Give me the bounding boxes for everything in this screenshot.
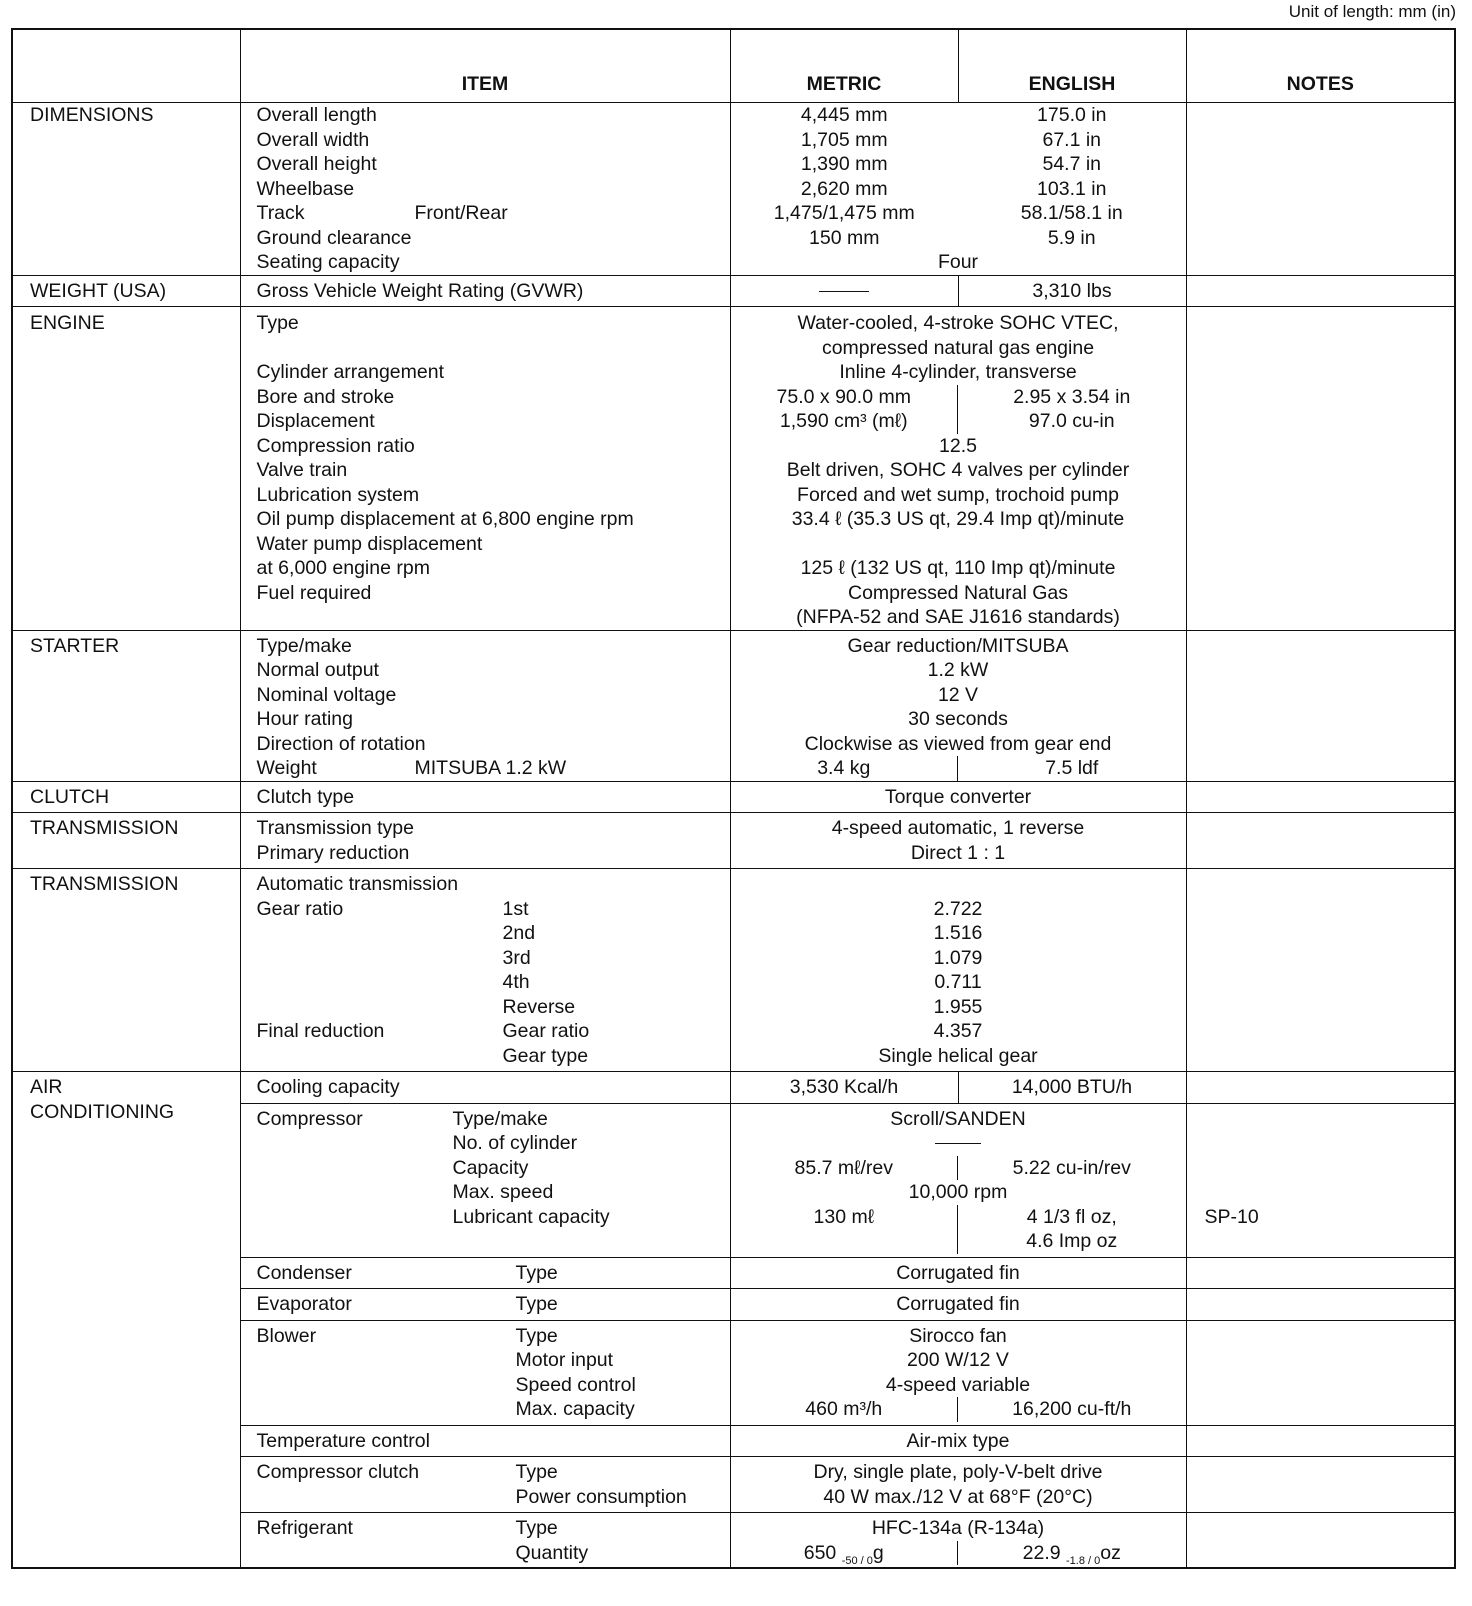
item-label: Evaporator [256,1293,352,1315]
gear-ratio-value: 1.079 [933,946,983,969]
item-label: Final reduction [256,1020,385,1042]
fuel-value: Compressed Natural Gas [847,581,1068,604]
starter-value: 12 V [937,683,979,706]
item-label: Track [256,202,305,224]
notes-cell [1186,1289,1455,1321]
spacer [1205,1180,1455,1205]
metric-value: 4,445 mm [800,104,888,126]
cylinder-value: Inline 4-cylinder, transverse [839,361,1077,383]
starter-value: 1.2 kW [927,659,989,681]
dimensions-values [730,103,1186,276]
starter-items [240,630,730,781]
category-starter: STARTER [12,630,240,781]
compressor-values [730,1103,1186,1257]
english-value: 103.1 in [1037,177,1107,200]
english-value: 54.7 in [1042,153,1102,175]
metric-value: 3.4 kg [731,756,959,781]
item-sublabel: Capacity [452,1156,529,1179]
category-transmission: TRANSMISSION [12,869,240,1072]
item-sublabel: 1st [502,897,529,920]
clutch-label: Clutch type [240,781,730,813]
metric-empty [731,1229,959,1254]
aircon-cooling-row [12,1072,1455,1104]
item-label: Weight [256,757,317,779]
qty-tolerance: -50 / 0 [841,1554,873,1567]
item-label: Direction of rotation [256,732,426,755]
metric-value: 1,590 cm³ (mℓ) [731,409,959,434]
compressor-items [240,1103,730,1257]
notes-cell [1186,869,1455,1072]
value-pair [731,226,1186,251]
item-sublabel: Max. capacity [515,1398,635,1420]
item-sublabel: Speed control [515,1373,636,1396]
notes-cell [1186,275,1455,307]
notes-cell [1186,813,1455,869]
dash-mark [935,1143,981,1144]
english-value: 58.1/58.1 in [1020,202,1123,224]
english-value: 67.1 in [1042,128,1102,151]
item-sublabel: MITSUBA 1.2 kW [414,757,567,779]
final-reduction-value: 4.357 [933,1020,983,1042]
item-sublabel: No. of cylinder [452,1132,578,1154]
category-aircon-line: CONDITIONING [30,1100,175,1123]
item-line [257,970,730,995]
item-sublabel: Gear ratio [502,1020,590,1042]
item-line [257,1373,730,1398]
transmission-value: 4-speed automatic, 1 reverse [831,817,1085,839]
gear-ratio-value: 0.711 [934,971,982,993]
qty-value: 22.9 [1022,1541,1061,1564]
item-sublabel: Type [515,1461,558,1483]
english-value: 5.22 cu-in/rev [1012,1156,1131,1179]
spec-table [11,28,1456,1569]
metric-value: 150 mm [809,226,880,249]
starter-section [12,630,1455,781]
notes-cell [1186,103,1455,276]
refrigerant-values [730,1513,1186,1569]
starter-value: 30 seconds [908,708,1008,730]
item-sublabel: Type [515,1293,558,1315]
cooling-label: Cooling capacity [240,1072,730,1104]
item-line [257,1348,730,1373]
item-label: Type/make [256,634,352,657]
compression-value: 12.5 [939,434,977,457]
english-value: 16,200 cu-ft/h [1012,1398,1132,1420]
item-label: Type [256,312,299,334]
spacer [1205,1131,1455,1156]
starter-value: Gear reduction/MITSUBA [847,634,1069,657]
value-pair [731,177,1186,202]
item-line [257,1324,730,1349]
item-label: Water pump displacement [256,532,483,555]
item-line [257,1019,730,1044]
blower-type-value: Sirocco fan [909,1324,1007,1347]
item-label: at 6,000 engine rpm [256,557,430,579]
notes-cell [1186,781,1455,813]
automatic-transmission-section [12,869,1455,1072]
metric-value: 85.7 mℓ/rev [731,1156,959,1181]
engine-section [12,307,1455,631]
qty-value: 650 [803,1541,837,1564]
item-label: Refrigerant [256,1517,353,1539]
value-pair [731,1541,1186,1566]
item-label: Overall width [256,128,370,151]
item-line [257,1397,730,1422]
spacer [257,336,730,361]
metric-value: 1,475/1,475 mm [773,202,915,224]
item-label: Bore and stroke [256,385,395,408]
condenser-value: Corrugated fin [730,1257,1186,1289]
notes-cell [1186,1072,1455,1104]
item-label: Transmission type [256,817,414,839]
starter-values [730,630,1186,781]
dimensions-items [240,103,730,276]
weight-english: 3,310 lbs [958,275,1186,307]
compressor-notes [1186,1103,1455,1257]
item-label: Ground clearance [256,226,412,249]
metric-value: 2,620 mm [800,177,888,200]
metric-value: 1,705 mm [800,128,888,151]
item-sublabel: Type [515,1517,558,1539]
value-pair [731,385,1186,410]
value-pair [731,201,1186,226]
item-label: Lubrication system [256,483,420,506]
value-pair [731,152,1186,177]
item-sublabel: Type/make [452,1107,548,1130]
item-label: Gear ratio [256,897,344,920]
weight-section [12,275,1455,307]
final-reduction-value: Single helical gear [878,1044,1038,1067]
item-sublabel: 2nd [502,922,536,944]
fuel-value: (NFPA-52 and SAE J1616 standards) [796,606,1120,628]
item-line [257,1261,730,1286]
item-line [257,1516,730,1541]
gear-ratio-value: 1.516 [933,922,983,944]
value-pair [731,1229,1186,1254]
weight-metric [730,275,958,307]
item-label: Nominal voltage [256,683,397,706]
item-sublabel: Type [515,1324,558,1347]
category-aircon-line: AIR [30,1076,63,1098]
item-sublabel: Type [515,1261,558,1284]
english-value: 97.0 cu-in [1028,410,1115,432]
weight-label: Gross Vehicle Weight Rating (GVWR) [240,275,730,307]
refrigerant-type-value: HFC-134a (R-134a) [871,1517,1045,1539]
item-label: Compression ratio [256,434,415,457]
metric-value: 1,390 mm [800,153,888,175]
transmission-values [730,813,1186,869]
blower-values [730,1320,1186,1425]
transmission-value: Direct 1 : 1 [910,841,1006,864]
power-consumption-value: 40 W max./12 V at 68°F (20°C) [823,1485,1093,1508]
item-label: Oil pump displacement at 6,800 engine rpm [256,508,634,530]
engine-type-value: compressed natural gas engine [821,336,1095,359]
item-label: Overall height [256,153,377,175]
item-label: Seating capacity [256,251,400,273]
notes-cell [1186,1457,1455,1513]
metric-value: 75.0 x 90.0 mm [731,385,959,410]
item-sublabel: 4th [502,971,530,993]
item-line [257,921,730,946]
item-line [257,1107,730,1132]
item-sublabel: 3rd [502,946,531,969]
refrigerant-qty-english [958,1541,1186,1566]
oil-pump-value: 33.4 ℓ (35.3 US qt, 29.4 Imp qt)/minute [791,508,1125,530]
unit-note: Unit of length: mm (in) [1288,2,1456,21]
item-sublabel: Reverse [502,995,576,1018]
engine-type-value: Water-cooled, 4-stroke SOHC VTEC, [797,312,1119,334]
item-sublabel: Quantity [515,1541,589,1564]
item-line [257,1460,730,1485]
item-sublabel: Front/Rear [414,202,508,224]
english-value: 5.9 in [1047,226,1096,249]
clutch-section [12,781,1455,813]
clutch-type-value: Dry, single plate, poly-V-belt drive [813,1461,1103,1483]
item-label: Blower [256,1324,317,1347]
dash-mark [819,291,869,292]
item-line [257,1485,730,1510]
english-value: 4.6 Imp oz [1026,1230,1118,1252]
metric-value: 130 mℓ [731,1205,959,1230]
item-line [257,995,730,1020]
header-blank [12,29,240,103]
lubrication-value: Forced and wet sump, trochoid pump [797,483,1119,506]
item-line [257,756,730,781]
item-label: Displacement [256,410,375,432]
header-notes: NOTES [1186,29,1455,103]
category-transmission: TRANSMISSION [12,813,240,869]
item-line [257,201,730,226]
item-line [257,1156,730,1181]
item-sublabel: Max. speed [452,1181,554,1203]
clutch-value: Torque converter [730,781,1186,813]
value-pair [731,1397,1186,1422]
item-label: Cylinder arrangement [256,361,445,383]
item-line [257,1541,730,1566]
refrigerant-qty-metric [731,1541,959,1566]
spacer [731,532,1186,557]
header-item: ITEM [240,29,730,103]
item-label: Valve train [256,459,348,481]
item-label: Automatic transmission [256,873,459,895]
spacer [257,1229,730,1254]
item-line [257,1180,730,1205]
item-line [257,1131,730,1156]
notes-cell [1186,1513,1455,1569]
evaporator-value: Corrugated fin [730,1289,1186,1321]
compressor-clutch-values [730,1457,1186,1513]
speed-control-value: 4-speed variable [885,1373,1031,1396]
motor-input-value: 200 W/12 V [907,1349,1009,1371]
compressor-clutch-items [240,1457,730,1513]
header-metric: METRIC [730,29,958,103]
item-sublabel: Power consumption [515,1485,687,1508]
engine-values [730,307,1186,631]
category-aircon [12,1072,240,1569]
item-line [257,1205,730,1230]
automatic-transmission-values [730,869,1186,1072]
spacer [1205,1156,1455,1181]
item-line [257,946,730,971]
item-sublabel: Gear type [502,1044,589,1067]
item-sublabel: Lubricant capacity [452,1205,610,1228]
transmission-items [240,813,730,869]
category-weight: WEIGHT (USA) [12,275,240,307]
max-speed-value: 10,000 rpm [908,1181,1008,1203]
dimensions-section [12,103,1455,276]
qty-unit: g [872,1541,884,1564]
valve-value: Belt driven, SOHC 4 valves per cylinder [786,459,1130,481]
spacer [1205,1107,1455,1132]
item-line [257,897,730,922]
compressor-type-value: Scroll/SANDEN [890,1107,1026,1130]
value-pair [731,409,1186,434]
temperature-value: Air-mix type [730,1425,1186,1457]
qty-unit: oz [1100,1541,1121,1564]
english-value: 7.5 ldf [1045,757,1099,779]
item-line [257,1044,730,1069]
item-label: Normal output [256,659,379,681]
item-label: Hour rating [256,708,353,730]
temperature-label: Temperature control [240,1425,730,1457]
value-pair [731,1156,1186,1181]
starter-value: Clockwise as viewed from gear end [804,732,1112,755]
lubricant-note: SP-10 [1204,1205,1259,1228]
item-label: Compressor clutch [256,1461,420,1483]
item-label: Wheelbase [256,177,355,200]
automatic-transmission-items [240,869,730,1072]
category-clutch: CLUTCH [12,781,240,813]
cooling-metric: 3,530 Kcal/h [730,1072,958,1104]
water-pump-value: 125 ℓ (132 US qt, 110 Imp qt)/minute [800,557,1116,579]
english-value: 2.95 x 3.54 in [1013,385,1131,408]
item-label: Primary reduction [256,841,410,864]
notes-cell [1186,630,1455,781]
value-pair [731,1205,1186,1230]
notes-cell [1186,1257,1455,1289]
metric-value: 460 m³/h [731,1397,959,1422]
spacer [731,872,1186,897]
item-line [257,1292,730,1317]
gear-ratio-value: 1.955 [933,995,983,1018]
condenser-items [240,1257,730,1289]
notes-cell [1186,1320,1455,1425]
qty-tolerance: -1.8 / 0 [1066,1554,1101,1567]
seating-value: Four [937,251,979,273]
transmission-section [12,813,1455,869]
item-label: Compressor [256,1107,363,1130]
engine-items [240,307,730,631]
item-label: Condenser [256,1261,352,1284]
value-pair [731,128,1186,153]
item-label: Overall length [256,104,377,126]
value-pair [731,756,1186,781]
english-value: 4 1/3 fl oz, [1026,1205,1117,1228]
blower-items [240,1320,730,1425]
gear-ratio-value: 2.722 [933,897,983,920]
english-value: 175.0 in [1037,104,1107,126]
notes-cell [1186,307,1455,631]
item-label: Fuel required [256,581,372,604]
category-dimensions: DIMENSIONS [12,103,240,276]
item-sublabel: Motor input [515,1349,614,1371]
category-engine: ENGINE [12,307,240,631]
cooling-english: 14,000 BTU/h [958,1072,1186,1104]
evaporator-items [240,1289,730,1321]
header-english: ENGLISH [958,29,1186,103]
value-pair [731,103,1186,128]
refrigerant-items [240,1513,730,1569]
header-row [12,29,1455,103]
notes-cell [1186,1425,1455,1457]
no-cylinder-value [731,1131,1186,1156]
